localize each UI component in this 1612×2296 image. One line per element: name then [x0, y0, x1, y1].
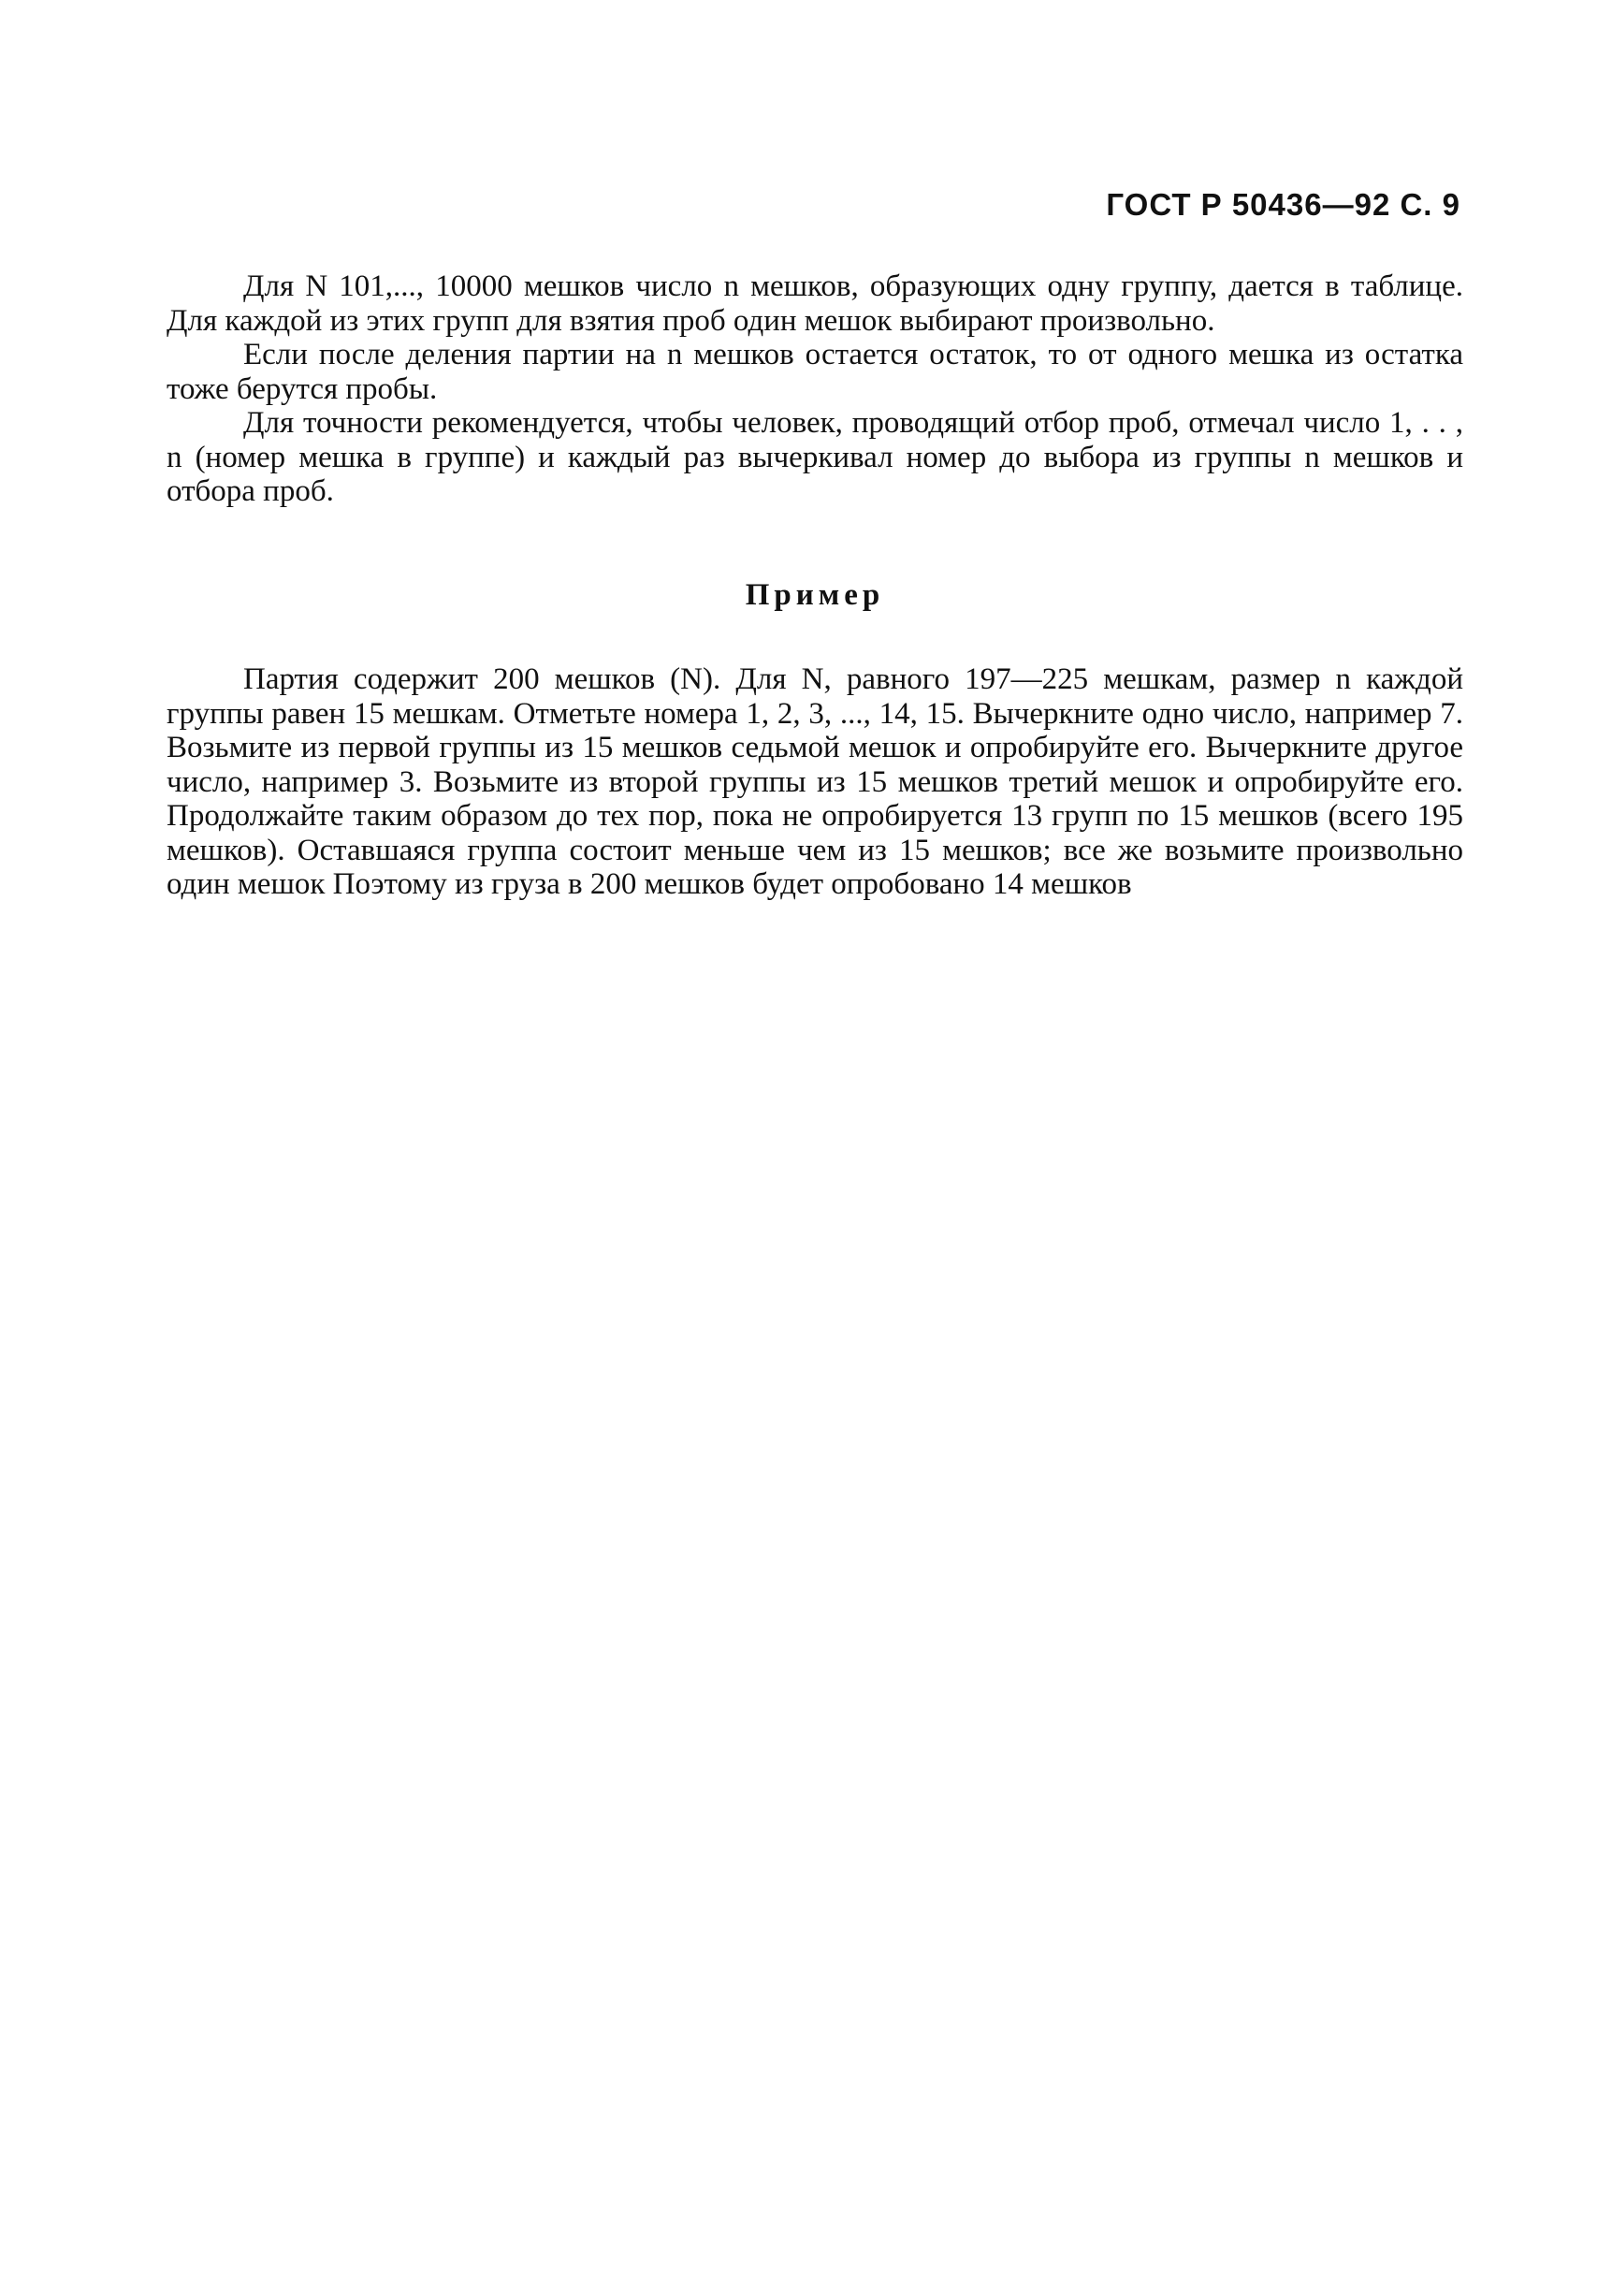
paragraph-group-size: Для N 101,..., 10000 мешков число n мешков, образующих одну группу, дается в таблице. Для каждой из этих групп для взятия проб один мешок выбирают произвольно.	[167, 269, 1463, 338]
intro-text-block	[167, 269, 1463, 509]
paragraph-accuracy: Для точности рекомендуется, чтобы человек, проводящий отбор проб, отмечал число 1, . . , n (номер мешка в группе) и каждый раз вычеркивал номер до выбора из группы n мешков и отбора проб.	[167, 406, 1463, 508]
page-header: ГОСТ Р 50436—92 С. 9	[1106, 187, 1460, 222]
paragraph-example: Партия содержит 200 мешков (N). Для N, равного 197—225 мешкам, размер n каждой группы равен 15 мешкам. Отметьте номера 1, 2, 3, ..., 14, 15. Вычеркните одно число, например 7. Возьмите из первой группы из 15 мешков седьмой мешок и опробируйте его. Вычеркните другое число, например 3. Возьмите из второй группы из 15 мешков третий мешок и опробируйте его. Продолжайте таким образом до тех пор, пока не опробируется 13 групп по 15 мешков (всего 195 мешков). Оставшаяся группа состоит меньше чем из 15 мешков; все же возьмите произвольно один мешок Поэтому из груза в 200 мешков будет опробовано 14 мешков	[167, 662, 1463, 901]
example-text-block	[167, 662, 1463, 902]
example-heading: Пример	[745, 578, 885, 612]
paragraph-remainder: Если после деления партии на n мешков остается остаток, то от одного мешка из остатка тоже берутся пробы.	[167, 338, 1463, 406]
